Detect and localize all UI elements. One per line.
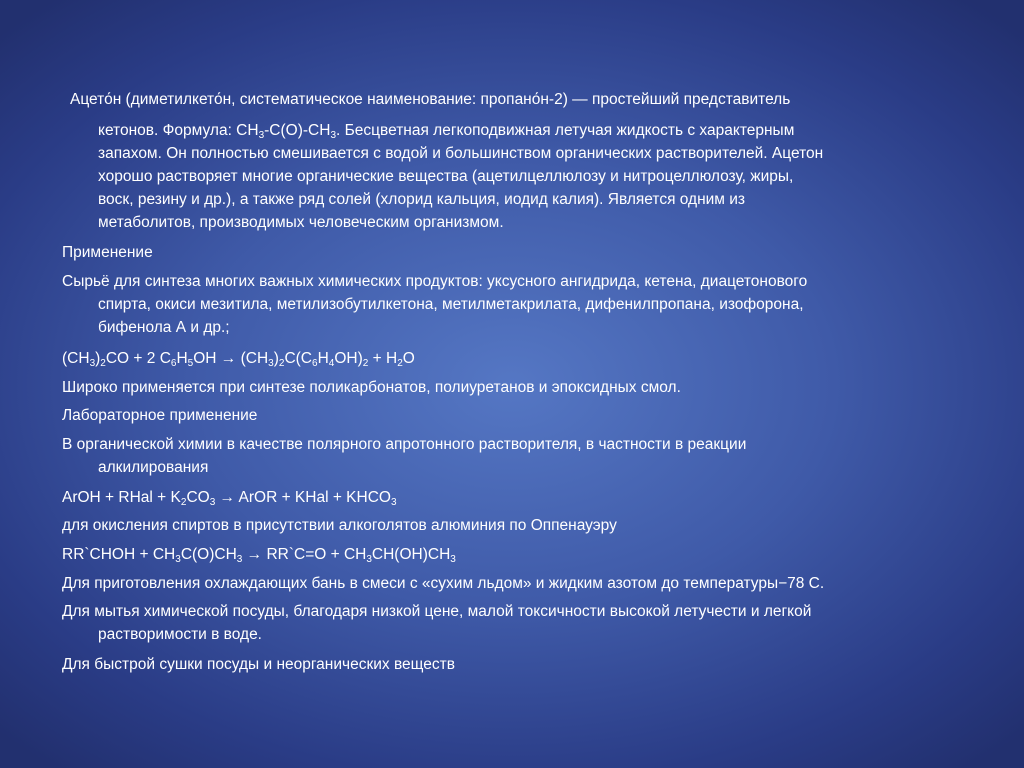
subscript: 2	[180, 497, 187, 508]
equation-text: (CH	[62, 350, 90, 367]
organic-chem-line-1: В органической химии в качестве полярного апротонного растворителя, в частности в реакции	[62, 436, 747, 453]
equation-text: → ArOR + KHal + KHCO	[215, 489, 391, 506]
subscript: 3	[209, 497, 216, 508]
equation-text: )	[273, 350, 279, 367]
equation-2	[62, 486, 397, 509]
intro-line-2	[98, 119, 823, 142]
organic-chem-line-2: алкилирования	[98, 459, 209, 476]
equation-text: OH → (CH	[193, 350, 269, 367]
equation-text: OH)	[334, 350, 363, 367]
application-heading: Применение	[62, 244, 153, 261]
subscript: 3	[236, 554, 243, 565]
intro-paragraph-continued	[98, 119, 823, 234]
lab-heading: Лабораторное применение	[62, 407, 258, 424]
washing-line-1: Для мытья химической посуды, благодаря низкой цене, малой токсичности высокой летучести и легкой	[62, 603, 812, 620]
equation-text: CO	[186, 489, 210, 506]
equation-text: ArOH + RHal + K	[62, 489, 181, 506]
intro-line-5: воск, резину и др.), а также ряд солей (хлорид кальция, иодид калия). Является одним из	[98, 191, 746, 208]
subscript: 6	[312, 358, 318, 369]
washing-paragraph	[62, 600, 811, 646]
raw-material-line-3: бифенола А и др.;	[98, 319, 230, 336]
raw-material-paragraph	[62, 270, 807, 339]
intro-line-1: Ацето́н (диметилкето́н, систематическое наименование: пропано́н-2) — простейший представитель	[70, 91, 791, 108]
subscript: 2	[278, 358, 285, 369]
subscript: 3	[175, 554, 181, 565]
intro-line-6: метаболитов, производимых человеческим организмом.	[98, 214, 504, 231]
equation-text: C(C	[284, 350, 313, 367]
equation-1	[62, 347, 415, 370]
intro-formula-text: -C(O)-CH	[264, 122, 331, 139]
subscript: 3	[390, 497, 397, 508]
equation-text: RR`CHOH + CH	[62, 546, 176, 563]
polymers-text: Широко применяется при синтезе поликарбонатов, полиуретанов и эпоксидных смол.	[62, 379, 681, 396]
subscript: 3	[366, 554, 372, 565]
equation-text: )	[95, 350, 101, 367]
equation-text: C(O)CH	[180, 546, 237, 563]
raw-material-line-1: Сырьё для синтеза многих важных химических продуктов: уксусного ангидрида, кетена, диацетонового	[62, 273, 808, 290]
raw-material-line-2: спирта, окиси мезитила, метилизобутилкетона, метилметакрилата, дифенилпропана, изофорона,	[98, 296, 804, 313]
subscript: 2	[397, 358, 403, 369]
subscript: 3	[268, 358, 274, 369]
oxidation-text: для окисления спиртов в присутствии алкоголятов алюминия по Оппенауэру	[62, 517, 617, 534]
equation-text: H	[176, 350, 188, 367]
equation-text: H	[317, 350, 329, 367]
washing-line-2: растворимости в воде.	[98, 626, 262, 643]
intro-line-4: хорошо растворяет многие органические вещества (ацетилцеллюлозу и нитроцеллюлозу, жиры,	[98, 168, 794, 185]
intro-paragraph	[70, 88, 790, 111]
subscript: 2	[362, 358, 369, 369]
drying-text: Для быстрой сушки посуды и неорганических веществ	[62, 656, 455, 673]
intro-text: . Бесцветная легкоподвижная летучая жидкость с характерным	[336, 122, 795, 139]
equation-text: → RR`C=O + CH	[242, 546, 367, 563]
intro-line-3: запахом. Он полностью смешивается с водой и большинством органических растворителей. Ацетон	[98, 145, 824, 162]
subscript: 3	[258, 130, 265, 141]
subscript: 4	[328, 358, 335, 369]
equation-text: O	[402, 350, 415, 367]
subscript: 3	[89, 358, 96, 369]
intro-formula-text: кетонов. Формула: CH	[98, 122, 259, 139]
equation-text: CH(OH)CH	[371, 546, 451, 563]
subscript: 2	[100, 358, 106, 369]
organic-chem-paragraph	[62, 433, 746, 479]
equation-3	[62, 543, 456, 566]
subscript: 3	[450, 554, 456, 565]
subscript: 5	[187, 358, 194, 369]
cooling-text: Для приготовления охлаждающих бань в смеси с «сухим льдом» и жидким азотом до температуры−78 С.	[62, 575, 825, 592]
equation-text: + H	[368, 350, 398, 367]
equation-text: CO + 2 C	[105, 350, 171, 367]
subscript: 6	[170, 358, 177, 369]
subscript: 3	[330, 130, 336, 141]
